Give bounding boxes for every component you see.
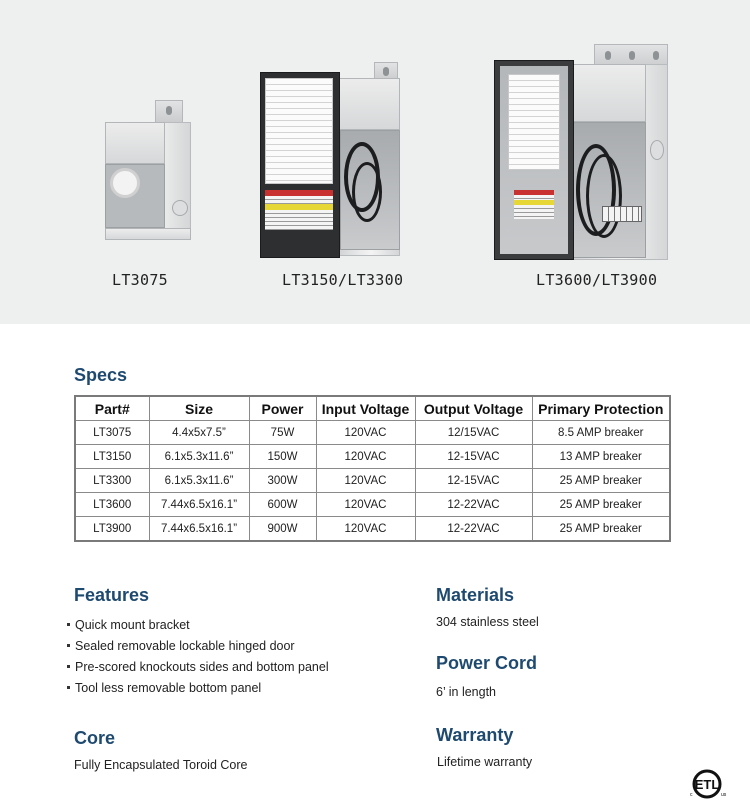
column-header-input-voltage: Input Voltage xyxy=(316,396,415,421)
cell-input-voltage: 120VAC xyxy=(316,445,415,469)
cell-part: LT3600 xyxy=(75,493,149,517)
cell-input-voltage: 120VAC xyxy=(316,421,415,445)
product-hero xyxy=(0,0,750,324)
cell-output-voltage: 12-22VAC xyxy=(415,493,532,517)
bullet-icon xyxy=(67,623,70,626)
materials-heading: Materials xyxy=(436,585,515,605)
product-label-lt3150-lt3300: LT3150/LT3300 xyxy=(282,271,404,289)
cell-part: LT3300 xyxy=(75,469,149,493)
cell-input-voltage: 120VAC xyxy=(316,469,415,493)
features-heading: Features xyxy=(74,585,150,605)
bullet-icon xyxy=(67,686,70,689)
feature-item: Quick mount bracket xyxy=(66,615,329,636)
product-image-lt3600-lt3900 xyxy=(494,44,670,260)
etl-certification-icon xyxy=(686,768,730,802)
feature-item: Pre-scored knockouts sides and bottom panel xyxy=(66,657,329,678)
column-header-size: Size xyxy=(149,396,249,421)
cell-power: 150W xyxy=(249,445,316,469)
product-image-lt3150-lt3300 xyxy=(260,62,400,260)
svg-text:us: us xyxy=(721,792,727,798)
core-text: Fully Encapsulated Toroid Core xyxy=(74,758,248,772)
product-label-lt3600-lt3900: LT3600/LT3900 xyxy=(536,271,658,289)
table-row xyxy=(75,517,670,542)
specs-table xyxy=(74,395,671,542)
table-header-row xyxy=(75,396,670,421)
cell-primary-protection: 13 AMP breaker xyxy=(532,445,670,469)
table-row xyxy=(75,445,670,469)
cell-primary-protection: 8.5 AMP breaker xyxy=(532,421,670,445)
svg-text:c: c xyxy=(690,792,693,798)
warranty-text: Lifetime warranty xyxy=(437,755,533,769)
table-row xyxy=(75,493,670,517)
cell-input-voltage: 120VAC xyxy=(316,493,415,517)
cell-output-voltage: 12-15VAC xyxy=(415,445,532,469)
cell-part: LT3150 xyxy=(75,445,149,469)
core-heading: Core xyxy=(74,728,116,748)
column-header-part: Part# xyxy=(75,396,149,421)
cell-power: 300W xyxy=(249,469,316,493)
materials-text: 304 stainless steel xyxy=(436,615,539,629)
power-cord-text: 6’ in length xyxy=(436,685,496,699)
cell-size: 6.1x5.3x11.6” xyxy=(149,445,249,469)
cell-input-voltage: 120VAC xyxy=(316,517,415,542)
cell-primary-protection: 25 AMP breaker xyxy=(532,469,670,493)
product-image-lt3075 xyxy=(100,100,192,240)
cell-size: 7.44x6.5x16.1” xyxy=(149,517,249,542)
product-label-lt3075: LT3075 xyxy=(112,271,168,289)
column-header-primary-protection: Primary Protection xyxy=(532,396,670,421)
cell-output-voltage: 12/15VAC xyxy=(415,421,532,445)
bullet-icon xyxy=(67,665,70,668)
cell-output-voltage: 12-15VAC xyxy=(415,469,532,493)
cell-power: 75W xyxy=(249,421,316,445)
svg-text:ETL: ETL xyxy=(694,777,720,792)
cell-primary-protection: 25 AMP breaker xyxy=(532,493,670,517)
cell-output-voltage: 12-22VAC xyxy=(415,517,532,542)
column-header-output-voltage: Output Voltage xyxy=(415,396,532,421)
features-list xyxy=(66,615,329,699)
feature-item: Tool less removable bottom panel xyxy=(66,678,329,699)
table-row xyxy=(75,469,670,493)
warranty-heading: Warranty xyxy=(436,725,514,745)
cell-part: LT3075 xyxy=(75,421,149,445)
bullet-icon xyxy=(67,644,70,647)
power-cord-heading: Power Cord xyxy=(436,653,538,673)
cell-size: 7.44x6.5x16.1” xyxy=(149,493,249,517)
cell-power: 600W xyxy=(249,493,316,517)
column-header-power: Power xyxy=(249,396,316,421)
specs-heading: Specs xyxy=(74,365,128,385)
cell-power: 900W xyxy=(249,517,316,542)
cell-size: 4.4x5x7.5” xyxy=(149,421,249,445)
cell-part: LT3900 xyxy=(75,517,149,542)
table-row xyxy=(75,421,670,445)
cell-size: 6.1x5.3x11.6” xyxy=(149,469,249,493)
feature-item: Sealed removable lockable hinged door xyxy=(66,636,329,657)
cell-primary-protection: 25 AMP breaker xyxy=(532,517,670,542)
